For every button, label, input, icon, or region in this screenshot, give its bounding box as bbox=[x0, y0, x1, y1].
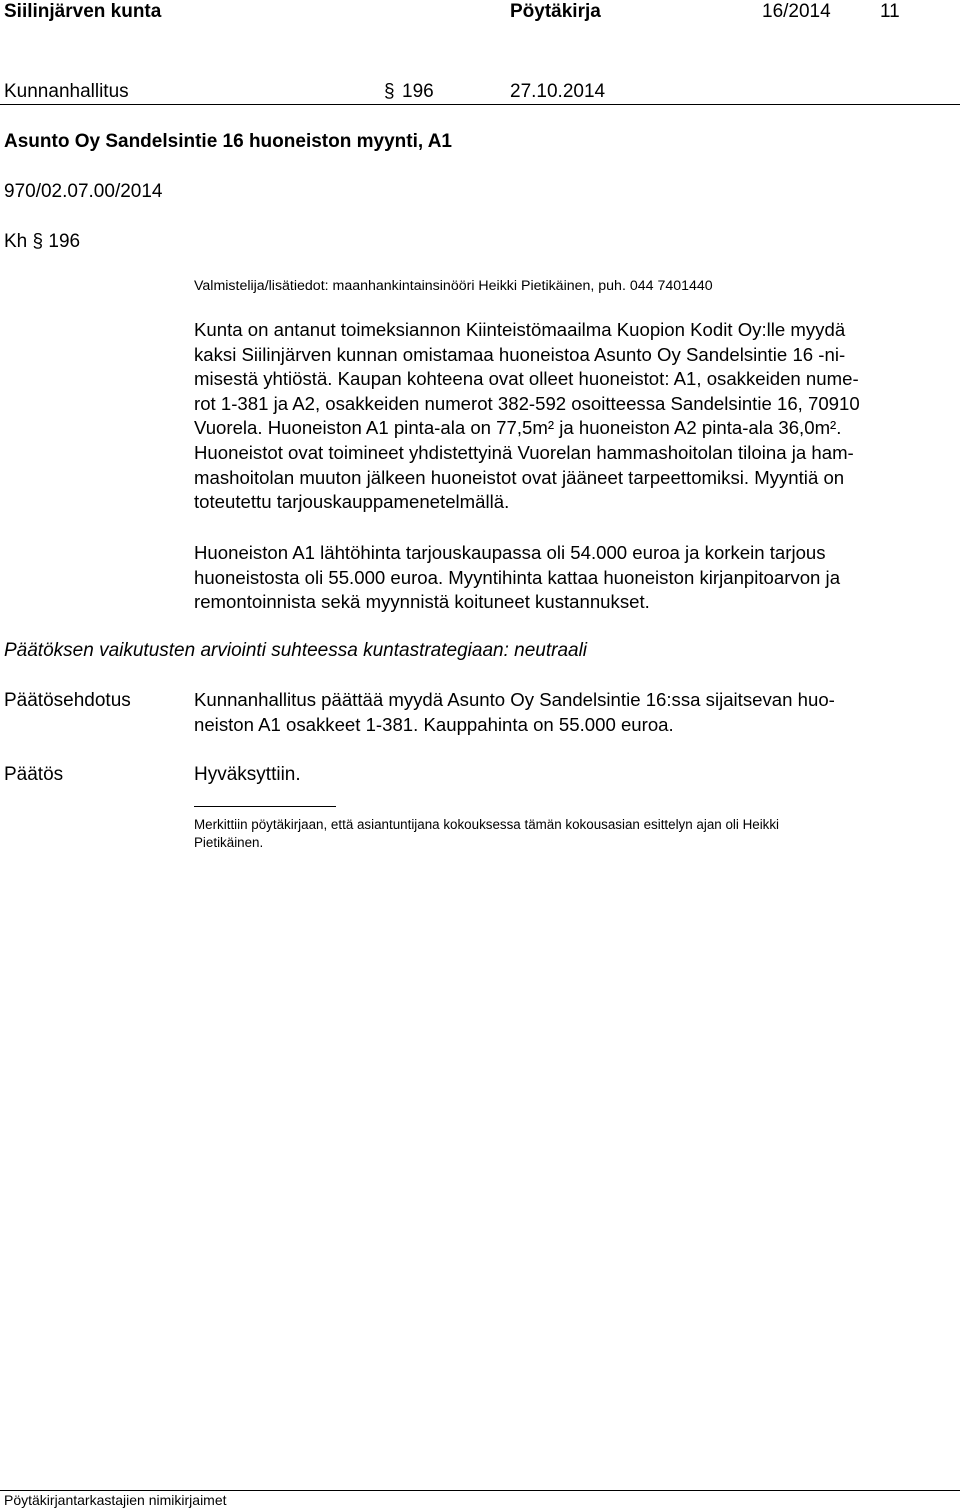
kh-section-symbol: § bbox=[32, 231, 44, 252]
subject-title: Asunto Oy Sandelsintie 16 huoneiston myynti, A1 bbox=[4, 131, 452, 152]
paragraph-1-line: Huoneistot ovat toimineet yhdistettyinä Vuorelan hammashoitolan tiloina ja ham- bbox=[194, 441, 854, 463]
paragraph-1-line: kaksi Siilinjärven kunnan omistamaa huoneistoa Asunto Oy Sandelsintie 16 -ni- bbox=[194, 343, 846, 365]
kh-label: Kh bbox=[4, 231, 28, 252]
paragraph-1-line: toteutettu tarjouskauppamenetelmällä. bbox=[194, 491, 510, 513]
paragraph-1-line: Kunta on antanut toimeksiannon Kiinteistömaailma Kuopion Kodit Oy:lle myydä bbox=[194, 319, 846, 340]
paragraph-2 bbox=[194, 541, 840, 615]
proposal-label: Päätösehdotus bbox=[4, 690, 131, 711]
document-number: 16/2014 bbox=[762, 1, 831, 22]
decision-label: Päätös bbox=[4, 764, 64, 785]
section-symbol: § bbox=[384, 81, 395, 102]
page-number: 11 bbox=[880, 1, 900, 22]
meeting-date: 27.10.2014 bbox=[510, 81, 606, 102]
paragraph-2-line: Huoneiston A1 lähtöhinta tarjouskaupassa oli 54.000 euroa ja korkein tarjous bbox=[194, 542, 826, 563]
footnote-line: Merkittiin pöytäkirjaan, että asiantuntijana kokouksessa tämän kokousasian esittelyn ajan oli Heikki bbox=[194, 817, 780, 832]
kh-reference bbox=[4, 230, 80, 254]
document-type: Pöytäkirja bbox=[510, 1, 601, 22]
header-rule bbox=[0, 104, 960, 105]
footnote bbox=[194, 816, 779, 852]
meeting-body: Kunnanhallitus bbox=[4, 81, 129, 102]
strategy-assessment: Päätöksen vaikutusten arviointi suhteessa kuntastrategiaan: neutraali bbox=[4, 640, 588, 661]
paragraph-2-line: huoneistosta oli 55.000 euroa. Myyntihinta kattaa huoneiston kirjanpitoarvon ja bbox=[194, 566, 841, 588]
record-code: 970/02.07.00/2014 bbox=[4, 181, 163, 202]
paragraph-2-line: remontoinnista sekä myynnistä koituneet kustannukset. bbox=[194, 591, 650, 613]
footnote-line: Pietikäinen. bbox=[194, 835, 264, 850]
paragraph-1-line: misestä yhtiöstä. Kaupan kohteena ovat olleet huoneistot: A1, osakkeiden nume- bbox=[194, 368, 859, 390]
paragraph-1 bbox=[194, 318, 860, 515]
proposal-line: neiston A1 osakkeet 1-381. Kauppahinta on 55.000 euroa. bbox=[194, 713, 674, 735]
proposal-line: Kunnanhallitus päättää myydä Asunto Oy Sandelsintie 16:ssa sijaitsevan huo- bbox=[194, 689, 835, 710]
paragraph-1-line: rot 1-381 ja A2, osakkeiden numerot 382-592 osoitteessa Sandelsintie 16, 70910 bbox=[194, 392, 860, 414]
paragraph-1-line: Vuorela. Huoneiston A1 pinta-ala on 77,5m² ja huoneiston A2 pinta-ala 36,0m². bbox=[194, 417, 842, 439]
footer-signature-label: Pöytäkirjantarkastajien nimikirjaimet bbox=[4, 1492, 227, 1508]
footnote-rule bbox=[194, 806, 336, 807]
decision-text: Hyväksyttiin. bbox=[194, 764, 301, 785]
section-number: 196 bbox=[402, 81, 434, 102]
proposal-text bbox=[194, 688, 835, 737]
municipality-name: Siilinjärven kunta bbox=[4, 1, 162, 22]
preparer-info: Valmistelija/lisätiedot: maanhankintainsinööri Heikki Pietikäinen, puh. 044 7401440 bbox=[194, 278, 713, 294]
kh-section-number: 196 bbox=[48, 231, 81, 252]
paragraph-1-line: mashoitolan muuton jälkeen huoneistot ovat jääneet tarpeettomiksi. Myyntiä on bbox=[194, 466, 845, 488]
